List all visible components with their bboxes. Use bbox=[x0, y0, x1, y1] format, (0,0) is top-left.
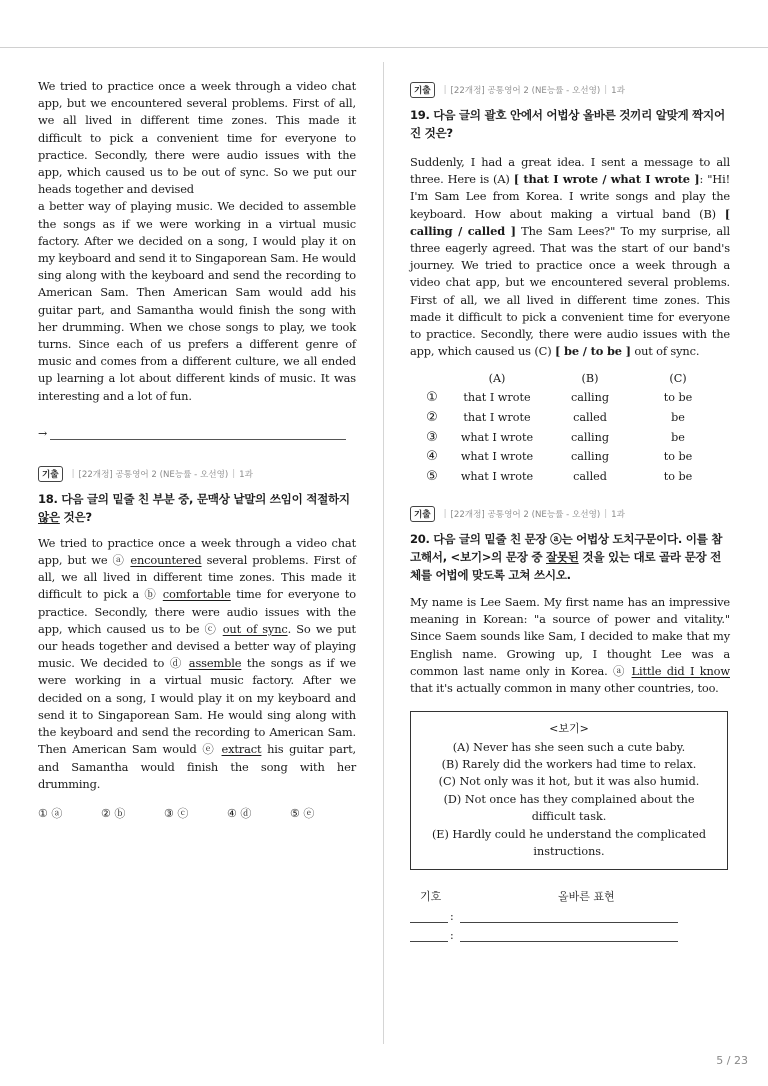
marker-c: ⓒ bbox=[204, 621, 218, 636]
q19-source-row: 기출 | [22개정] 공통영어 2 (NE능률 - 오선영) | 1과 bbox=[410, 82, 730, 98]
q19-tag-badge: 기출 bbox=[410, 82, 435, 98]
q20-title-emphasis: 잘못된 bbox=[545, 550, 579, 564]
question-19 bbox=[410, 82, 730, 486]
arrow-icon: → bbox=[38, 426, 48, 440]
header-rule bbox=[0, 47, 768, 48]
correction-blank[interactable] bbox=[460, 941, 678, 942]
marker-e: ⓔ bbox=[202, 742, 216, 757]
q18-choices bbox=[38, 805, 356, 821]
example-sentence-e: (E) Hardly could he understand the complicated instructions. bbox=[431, 827, 707, 859]
answer-row[interactable]: : bbox=[410, 907, 730, 923]
example-sentence-d: (D) Not once has they complained about the difficult task. bbox=[443, 792, 695, 824]
q19-passage: Suddenly, I had a great idea. I sent a message to all three. Here is (A) [ that I wrote / what I wrote ]: "Hi! I'm Sam Lee from Korea. I write songs and play the keyboard. How about making a virtual band (B) [ calling / called ] The Sam Lees?" To my surprise, all three eagerly agreed. That was the start of our band's journey. We tried to practice once a week through a video chat app, but we encountered several problems. First of all, we all lived in different time zones. This made it difficult to pick a convenient time for everyone to practice. Secondly, there were audio issues with the app, which caused us (C) [ be / to be ] out of sync. bbox=[410, 155, 731, 359]
example-box-title: <보기> bbox=[549, 722, 589, 736]
marker-d: ⓓ bbox=[169, 656, 184, 671]
correction-blank[interactable] bbox=[460, 922, 678, 923]
bracket-c: [ be / to be ] bbox=[554, 344, 631, 359]
symbol-blank[interactable] bbox=[410, 922, 448, 923]
q20-passage: My name is Lee Saem. My first name has an impressive meaning in Korean: "a source of power and vitality." Since Saem sounds like Sam, I decided to make that my English name. Growing up, I thought Lee was a common last name only in Korea. ⓐ Little did I know that it's actually common in many other countries, too. bbox=[410, 595, 730, 696]
underlined-word-d: assemble bbox=[188, 656, 242, 671]
q18-choice-1[interactable]: ① ⓐ bbox=[38, 806, 63, 820]
example-sentence-c: (C) Not only was it hot, but it was also humid. bbox=[438, 775, 700, 789]
example-sentence-a: (A) Never has she seen such a cute baby. bbox=[452, 740, 686, 754]
q19-header-row bbox=[418, 368, 724, 388]
col-header-a: (A) bbox=[488, 371, 506, 385]
answer-blank bbox=[50, 439, 346, 440]
underlined-word-e: extract bbox=[221, 742, 262, 757]
underlined-sentence-a: Little did I know bbox=[631, 663, 730, 678]
q18-choice-4[interactable]: ④ ⓓ bbox=[227, 806, 252, 820]
q18-title-emphasis: 않은 bbox=[38, 509, 60, 524]
carryover-passage bbox=[38, 78, 356, 405]
marker-a: ⓐ bbox=[112, 553, 126, 568]
marker-b: ⓑ bbox=[144, 587, 158, 602]
answer-row[interactable]: : bbox=[410, 926, 730, 942]
question-20 bbox=[410, 506, 730, 942]
bracket-b: [ calling / called ] bbox=[410, 206, 730, 238]
carryover-passage-part2: a better way of playing music. We decided to assemble the songs as if we were working in a virtual music factory. After we decided on a song, I would play it on my keyboard and send it to Singaporean Sam. He would sing along with the keyboard and send the recording to American Sam. Then American Sam would add his guitar part, and Samantha would finish the song with her drumming. When we chose songs to play, we took turns. Since each of us prefers a different genre of music and comes from a different culture, we all ended up learning a lot about different kinds of music. It was interesting and a lot of fun. bbox=[38, 199, 356, 403]
marker-a: ⓐ bbox=[612, 663, 627, 678]
page-number: 5 / 23 bbox=[716, 1054, 748, 1067]
col-header-b: (B) bbox=[581, 371, 599, 385]
answer-line[interactable] bbox=[38, 427, 356, 440]
left-column bbox=[38, 78, 356, 821]
answer-header-correct: 올바른 표현 bbox=[558, 890, 615, 904]
bracket-a: [ that I wrote / what I wrote ] bbox=[513, 172, 700, 187]
q19-option-row[interactable]: ③ what I wrote calling be bbox=[426, 429, 685, 445]
q18-choice-5[interactable]: ⑤ ⓔ bbox=[290, 806, 315, 820]
q18-choice-3[interactable]: ③ ⓒ bbox=[164, 806, 189, 820]
q18-passage: We tried to practice once a week through a video chat app, but we ⓐ encountered several problems. First of all, we all lived in different time zones. This made it difficult to pick a ⓑ comfortable time for everyone to practice. Secondly, there were audio issues with the app, which caused us to be ⓒ out of sync. So we put our heads together and devised a better way of playing music. We decided to ⓓ assemble the songs as if we were working in a virtual music factory. After we decided on a song, I would play it on my keyboard and send it to Singaporean Sam. He would sing along with the keyboard and send the recording to American Sam. Then American Sam would ⓔ extract his guitar part, and Samantha would finish the song with her drumming. bbox=[38, 535, 356, 791]
q19-title: 19. 다음 글의 괄호 안에서 어법상 올바른 것끼리 알맞게 짝지어진 것은? bbox=[410, 108, 725, 140]
q18-source-row: 기출 | [22개정] 공통영어 2 (NE능률 - 오선영) | 1과 bbox=[38, 466, 356, 482]
col-header-c: (C) bbox=[669, 371, 687, 385]
q20-source: [22개정] 공통영어 2 (NE능률 - 오선영) bbox=[450, 510, 601, 520]
q20-source-row: 기출 | [22개정] 공통영어 2 (NE능률 - 오선영) | 1과 bbox=[410, 506, 730, 522]
q19-options-table bbox=[418, 368, 724, 486]
question-18 bbox=[38, 466, 356, 821]
underlined-word-c: out of sync bbox=[222, 621, 288, 636]
underlined-word-b: comfortable bbox=[162, 587, 231, 602]
q20-lesson: 1과 bbox=[611, 510, 625, 520]
q19-option-row[interactable]: ② that I wrote called be bbox=[426, 409, 685, 425]
carryover-passage-part1: We tried to practice once a week through a video chat app, but we encountered several problems. First of all, we all lived in different time zones. This made it difficult to pick a convenient time for everyone to practice. Secondly, there were audio issues with the app, which caused us to be out of sync. So we put our heads together and devised bbox=[38, 79, 356, 197]
q20-tag-badge: 기출 bbox=[410, 506, 435, 522]
q19-option-row[interactable]: ⑤ what I wrote called to be bbox=[426, 468, 693, 484]
answer-header bbox=[410, 888, 730, 904]
q19-option-row[interactable]: ④ what I wrote calling to be bbox=[426, 449, 693, 465]
q18-title: 18. 다음 글의 밑줄 친 부분 중, 문맥상 낱말의 쓰임이 적절하지 않은 것은? bbox=[38, 491, 350, 524]
example-sentence-b: (B) Rarely did the workers had time to relax. bbox=[441, 758, 697, 772]
q20-title: 20. 다음 글의 밑줄 친 문장 ⓐ는 어법상 도치구문이다. 이를 참고해서, <보기>의 문장 중 잘못된 것을 있는 대로 골라 문장 전체를 어법에 맞도록 고쳐 쓰시오. bbox=[410, 532, 723, 582]
q19-lesson: 1과 bbox=[611, 86, 625, 96]
column-divider bbox=[383, 62, 384, 1044]
q18-lesson: 1과 bbox=[239, 469, 253, 480]
q18-choice-2[interactable]: ② ⓑ bbox=[101, 806, 126, 820]
example-box bbox=[410, 711, 728, 870]
answer-header-symbol: 기호 bbox=[420, 890, 442, 904]
q18-source: [22개정] 공통영어 2 (NE능률 - 오선영) bbox=[78, 469, 229, 480]
right-column bbox=[410, 82, 730, 942]
q18-tag-badge: 기출 bbox=[38, 466, 63, 482]
q19-source: [22개정] 공통영어 2 (NE능률 - 오선영) bbox=[450, 86, 601, 96]
q19-option-row[interactable]: ① that I wrote calling to be bbox=[426, 390, 693, 406]
underlined-word-a: encountered bbox=[130, 553, 202, 568]
symbol-blank[interactable] bbox=[410, 941, 448, 942]
